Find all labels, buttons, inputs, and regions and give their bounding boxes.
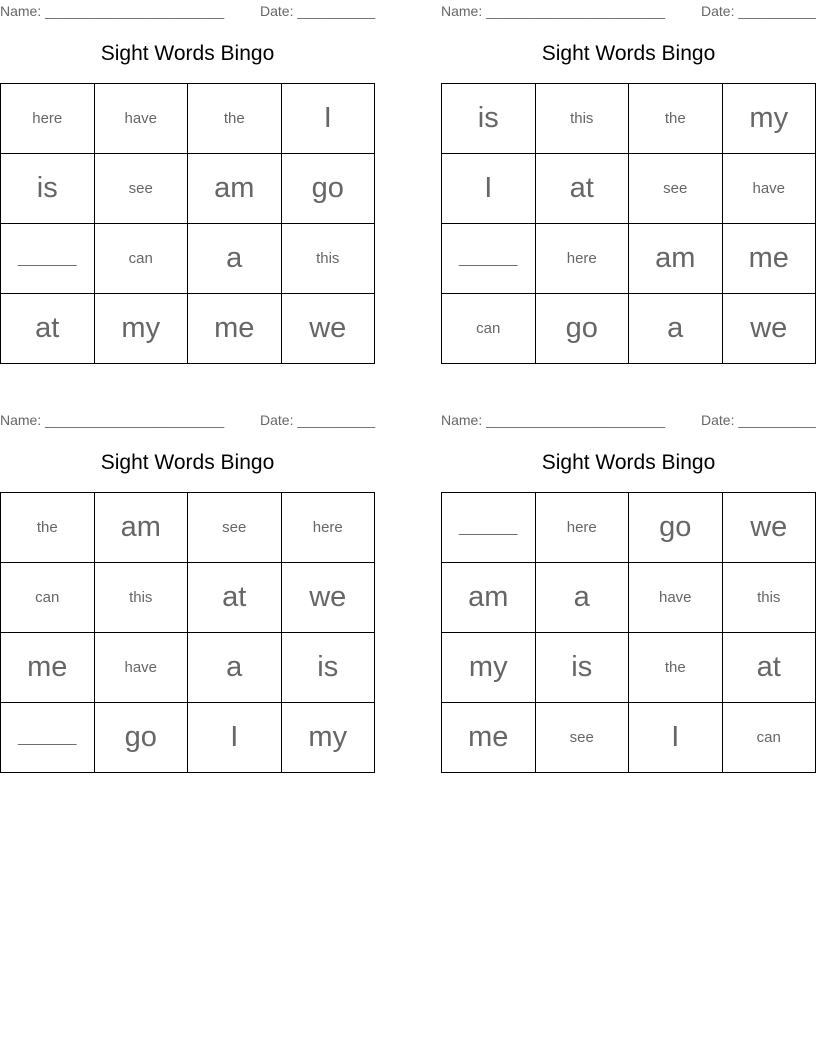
bingo-cell: my [722,84,816,154]
name-field[interactable]: Name: _______________________ [441,412,666,428]
bingo-cell: my [94,294,188,364]
bingo-row [442,224,816,294]
bingo-cell: at [535,154,629,224]
bingo-cell: a [188,633,282,703]
bingo-cell: the [1,493,95,563]
bingo-row [442,294,816,364]
bingo-cell: go [281,154,375,224]
bingo-cell: we [722,493,816,563]
bingo-row [442,703,816,773]
bingo-cell: go [94,703,188,773]
bingo-cell: the [188,84,282,154]
bingo-row [442,493,816,563]
bingo-row [442,154,816,224]
bingo-cell: I [442,154,536,224]
bingo-cell: a [188,224,282,294]
bingo-cell: a [535,563,629,633]
bingo-cell: here [281,493,375,563]
bingo-cell: me [1,633,95,703]
bingo-cell: go [535,294,629,364]
bingo-cell: is [1,154,95,224]
bingo-row [1,563,375,633]
bingo-grid [441,83,816,364]
bingo-row [1,224,375,294]
bingo-cell: have [94,84,188,154]
bingo-cell: can [1,563,95,633]
name-field[interactable]: Name: _______________________ [441,3,666,19]
bingo-cell: have [722,154,816,224]
bingo-cell: at [188,563,282,633]
bingo-cell: my [281,703,375,773]
bingo-cell: see [629,154,723,224]
bingo-cell: the [629,633,723,703]
bingo-cell: see [94,154,188,224]
bingo-cell: I [281,84,375,154]
bingo-cell: am [442,563,536,633]
bingo-row [442,84,816,154]
bingo-row [1,294,375,364]
bingo-cell: is [442,84,536,154]
bingo-cell: I [188,703,282,773]
bingo-cell: this [535,84,629,154]
bingo-cell: this [281,224,375,294]
free-space-cell: _______ [442,493,536,563]
bingo-cell: at [1,294,95,364]
bingo-row [442,633,816,703]
bingo-grid [0,492,375,773]
date-field[interactable]: Date: __________ [701,3,816,19]
bingo-row [1,633,375,703]
bingo-cell: this [94,563,188,633]
bingo-cell: me [442,703,536,773]
bingo-cell: I [629,703,723,773]
date-field[interactable]: Date: __________ [260,3,376,19]
bingo-cell: here [1,84,95,154]
date-field[interactable]: Date: __________ [260,412,376,428]
bingo-row [1,154,375,224]
bingo-row [1,493,375,563]
bingo-cell: we [722,294,816,364]
bingo-cell: am [188,154,282,224]
bingo-cell: me [722,224,816,294]
bingo-cell: here [535,493,629,563]
bingo-cell: can [94,224,188,294]
bingo-cell: see [188,493,282,563]
bingo-cell: have [94,633,188,703]
bingo-row [442,563,816,633]
date-field[interactable]: Date: __________ [701,412,816,428]
bingo-cell: here [535,224,629,294]
free-space-cell: _______ [1,224,95,294]
bingo-cell: we [281,563,375,633]
card-title: Sight Words Bingo [100,451,275,474]
bingo-cell: me [188,294,282,364]
bingo-cell: is [535,633,629,703]
bingo-grid [0,83,375,364]
bingo-grid [441,492,816,773]
bingo-cell: my [442,633,536,703]
bingo-cell: can [722,703,816,773]
bingo-cell: am [629,224,723,294]
bingo-cell: at [722,633,816,703]
bingo-cell: is [281,633,375,703]
bingo-row [1,84,375,154]
bingo-cell: we [281,294,375,364]
bingo-cell: have [629,563,723,633]
name-field[interactable]: Name: _______________________ [0,3,225,19]
free-space-cell: _______ [442,224,536,294]
bingo-cell: go [629,493,723,563]
name-field[interactable]: Name: _______________________ [0,412,225,428]
card-title: Sight Words Bingo [541,42,716,65]
bingo-cell: a [629,294,723,364]
bingo-cell: the [629,84,723,154]
card-title: Sight Words Bingo [541,451,716,474]
bingo-cell: am [94,493,188,563]
bingo-cell: this [722,563,816,633]
free-space-cell: _______ [1,703,95,773]
bingo-cell: see [535,703,629,773]
card-title: Sight Words Bingo [100,42,275,65]
bingo-cell: can [442,294,536,364]
bingo-row [1,703,375,773]
